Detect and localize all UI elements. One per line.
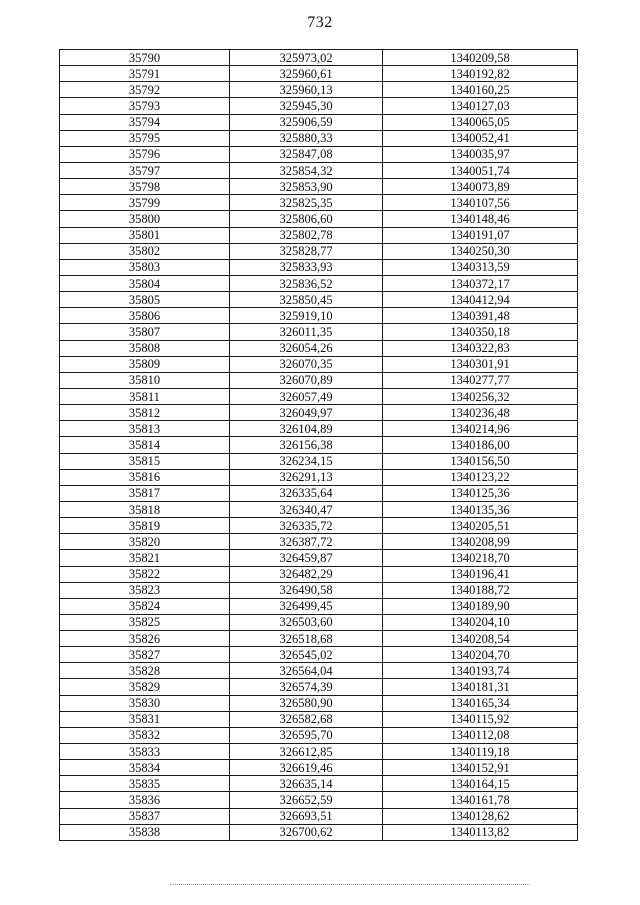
x-coordinate-cell: 325973,02 [230,50,383,66]
point-number-cell: 35810 [60,372,230,388]
table-row [60,275,578,291]
x-coordinate-cell: 326070,89 [230,372,383,388]
point-number-cell: 35807 [60,324,230,340]
table-row [60,82,578,98]
point-number-cell: 35813 [60,421,230,437]
table-row [60,340,578,356]
x-coordinate-cell: 326635,14 [230,776,383,792]
x-coordinate-cell: 325828,77 [230,243,383,259]
y-coordinate-cell: 1340189,90 [383,598,578,614]
table-row [60,727,578,743]
point-number-cell: 35825 [60,614,230,630]
table-row [60,566,578,582]
y-coordinate-cell: 1340208,54 [383,631,578,647]
x-coordinate-cell: 325854,32 [230,162,383,178]
point-number-cell: 35796 [60,146,230,162]
point-number-cell: 35823 [60,582,230,598]
point-number-cell: 35836 [60,792,230,808]
x-coordinate-cell: 326574,39 [230,679,383,695]
table-row [60,405,578,421]
x-coordinate-cell: 326545,02 [230,647,383,663]
point-number-cell: 35821 [60,550,230,566]
y-coordinate-cell: 1340209,58 [383,50,578,66]
y-coordinate-cell: 1340204,10 [383,614,578,630]
y-coordinate-cell: 1340192,82 [383,66,578,82]
x-coordinate-cell: 326490,58 [230,582,383,598]
table-row [60,388,578,404]
x-coordinate-cell: 325945,30 [230,98,383,114]
table-row [60,292,578,308]
y-coordinate-cell: 1340188,72 [383,582,578,598]
y-coordinate-cell: 1340123,22 [383,469,578,485]
y-coordinate-cell: 1340051,74 [383,162,578,178]
x-coordinate-cell: 326049,97 [230,405,383,421]
y-coordinate-cell: 1340214,96 [383,421,578,437]
table-row [60,711,578,727]
x-coordinate-cell: 326335,72 [230,518,383,534]
table-row [60,582,578,598]
point-number-cell: 35815 [60,453,230,469]
point-number-cell: 35837 [60,808,230,824]
point-number-cell: 35792 [60,82,230,98]
table-row [60,308,578,324]
table-row [60,243,578,259]
point-number-cell: 35822 [60,566,230,582]
table-row [60,631,578,647]
x-coordinate-cell: 326499,45 [230,598,383,614]
x-coordinate-cell: 325825,35 [230,195,383,211]
point-number-cell: 35790 [60,50,230,66]
y-coordinate-cell: 1340160,25 [383,82,578,98]
y-coordinate-cell: 1340412,94 [383,292,578,308]
point-number-cell: 35811 [60,388,230,404]
table-row [60,66,578,82]
table-row [60,195,578,211]
table-row [60,227,578,243]
x-coordinate-cell: 326340,47 [230,501,383,517]
x-coordinate-cell: 326619,46 [230,760,383,776]
point-number-cell: 35799 [60,195,230,211]
point-number-cell: 35814 [60,437,230,453]
y-coordinate-cell: 1340119,18 [383,744,578,760]
y-coordinate-cell: 1340196,41 [383,566,578,582]
y-coordinate-cell: 1340236,48 [383,405,578,421]
point-number-cell: 35838 [60,824,230,840]
point-number-cell: 35797 [60,162,230,178]
table-row [60,50,578,66]
x-coordinate-cell: 325833,93 [230,259,383,275]
x-coordinate-cell: 326459,87 [230,550,383,566]
point-number-cell: 35824 [60,598,230,614]
table-row [60,259,578,275]
y-coordinate-cell: 1340204,70 [383,647,578,663]
point-number-cell: 35831 [60,711,230,727]
x-coordinate-cell: 326387,72 [230,534,383,550]
x-coordinate-cell: 326652,59 [230,792,383,808]
x-coordinate-cell: 326518,68 [230,631,383,647]
footer-rule [170,884,530,885]
point-number-cell: 35820 [60,534,230,550]
point-number-cell: 35808 [60,340,230,356]
table-row [60,421,578,437]
x-coordinate-cell: 326482,29 [230,566,383,582]
y-coordinate-cell: 1340277,77 [383,372,578,388]
table-row [60,760,578,776]
y-coordinate-cell: 1340205,51 [383,518,578,534]
y-coordinate-cell: 1340107,56 [383,195,578,211]
y-coordinate-cell: 1340164,15 [383,776,578,792]
y-coordinate-cell: 1340152,91 [383,760,578,776]
page-number: 732 [307,14,333,31]
point-number-cell: 35819 [60,518,230,534]
point-number-cell: 35804 [60,275,230,291]
table-row [60,647,578,663]
coordinates-table-body [60,50,578,841]
x-coordinate-cell: 326693,51 [230,808,383,824]
point-number-cell: 35812 [60,405,230,421]
x-coordinate-cell: 326054,26 [230,340,383,356]
table-row [60,598,578,614]
y-coordinate-cell: 1340208,99 [383,534,578,550]
x-coordinate-cell: 326291,13 [230,469,383,485]
point-number-cell: 35793 [60,98,230,114]
point-number-cell: 35791 [60,66,230,82]
table-row [60,744,578,760]
table-row [60,211,578,227]
x-coordinate-cell: 326564,04 [230,663,383,679]
x-coordinate-cell: 326156,38 [230,437,383,453]
point-number-cell: 35828 [60,663,230,679]
y-coordinate-cell: 1340186,00 [383,437,578,453]
x-coordinate-cell: 326700,62 [230,824,383,840]
x-coordinate-cell: 326011,35 [230,324,383,340]
x-coordinate-cell: 325960,13 [230,82,383,98]
y-coordinate-cell: 1340125,36 [383,485,578,501]
y-coordinate-cell: 1340372,17 [383,275,578,291]
point-number-cell: 35835 [60,776,230,792]
table-row [60,162,578,178]
y-coordinate-cell: 1340161,78 [383,792,578,808]
x-coordinate-cell: 326580,90 [230,695,383,711]
y-coordinate-cell: 1340193,74 [383,663,578,679]
table-row [60,550,578,566]
y-coordinate-cell: 1340127,03 [383,98,578,114]
table-row [60,356,578,372]
y-coordinate-cell: 1340301,91 [383,356,578,372]
table-row [60,792,578,808]
point-number-cell: 35826 [60,631,230,647]
point-number-cell: 35809 [60,356,230,372]
point-number-cell: 35832 [60,727,230,743]
x-coordinate-cell: 325836,52 [230,275,383,291]
x-coordinate-cell: 325919,10 [230,308,383,324]
x-coordinate-cell: 326612,85 [230,744,383,760]
y-coordinate-cell: 1340250,30 [383,243,578,259]
y-coordinate-cell: 1340322,83 [383,340,578,356]
table-row [60,372,578,388]
table-row [60,501,578,517]
point-number-cell: 35803 [60,259,230,275]
table-row [60,663,578,679]
point-number-cell: 35827 [60,647,230,663]
table-row [60,469,578,485]
table-row [60,114,578,130]
y-coordinate-cell: 1340165,34 [383,695,578,711]
x-coordinate-cell: 326070,35 [230,356,383,372]
point-number-cell: 35795 [60,130,230,146]
y-coordinate-cell: 1340256,32 [383,388,578,404]
y-coordinate-cell: 1340115,92 [383,711,578,727]
x-coordinate-cell: 326503,60 [230,614,383,630]
table-row [60,437,578,453]
y-coordinate-cell: 1340191,07 [383,227,578,243]
y-coordinate-cell: 1340065,05 [383,114,578,130]
x-coordinate-cell: 325906,59 [230,114,383,130]
x-coordinate-cell: 325853,90 [230,179,383,195]
y-coordinate-cell: 1340128,62 [383,808,578,824]
point-number-cell: 35830 [60,695,230,711]
x-coordinate-cell: 325850,45 [230,292,383,308]
x-coordinate-cell: 325847,08 [230,146,383,162]
point-number-cell: 35805 [60,292,230,308]
point-number-cell: 35798 [60,179,230,195]
table-row [60,146,578,162]
y-coordinate-cell: 1340156,50 [383,453,578,469]
y-coordinate-cell: 1340135,36 [383,501,578,517]
x-coordinate-cell: 325806,60 [230,211,383,227]
coordinates-table [59,49,578,841]
x-coordinate-cell: 325802,78 [230,227,383,243]
point-number-cell: 35818 [60,501,230,517]
y-coordinate-cell: 1340112,08 [383,727,578,743]
table-row [60,679,578,695]
point-number-cell: 35800 [60,211,230,227]
table-row [60,808,578,824]
x-coordinate-cell: 325960,61 [230,66,383,82]
point-number-cell: 35833 [60,744,230,760]
y-coordinate-cell: 1340148,46 [383,211,578,227]
point-number-cell: 35802 [60,243,230,259]
y-coordinate-cell: 1340035,97 [383,146,578,162]
table-row [60,324,578,340]
point-number-cell: 35794 [60,114,230,130]
x-coordinate-cell: 326057,49 [230,388,383,404]
table-row [60,695,578,711]
table-row [60,98,578,114]
table-row [60,518,578,534]
y-coordinate-cell: 1340073,89 [383,179,578,195]
point-number-cell: 35817 [60,485,230,501]
table-row [60,776,578,792]
point-number-cell: 35816 [60,469,230,485]
y-coordinate-cell: 1340218,70 [383,550,578,566]
table-row [60,614,578,630]
y-coordinate-cell: 1340113,82 [383,824,578,840]
y-coordinate-cell: 1340350,18 [383,324,578,340]
table-row [60,485,578,501]
x-coordinate-cell: 326335,64 [230,485,383,501]
table-row [60,453,578,469]
x-coordinate-cell: 326234,15 [230,453,383,469]
x-coordinate-cell: 326595,70 [230,727,383,743]
table-row [60,130,578,146]
x-coordinate-cell: 325880,33 [230,130,383,146]
y-coordinate-cell: 1340313,59 [383,259,578,275]
x-coordinate-cell: 326582,68 [230,711,383,727]
y-coordinate-cell: 1340391,48 [383,308,578,324]
table-row [60,534,578,550]
y-coordinate-cell: 1340181,31 [383,679,578,695]
point-number-cell: 35806 [60,308,230,324]
point-number-cell: 35834 [60,760,230,776]
y-coordinate-cell: 1340052,41 [383,130,578,146]
table-row [60,824,578,840]
point-number-cell: 35801 [60,227,230,243]
x-coordinate-cell: 326104,89 [230,421,383,437]
table-row [60,179,578,195]
point-number-cell: 35829 [60,679,230,695]
